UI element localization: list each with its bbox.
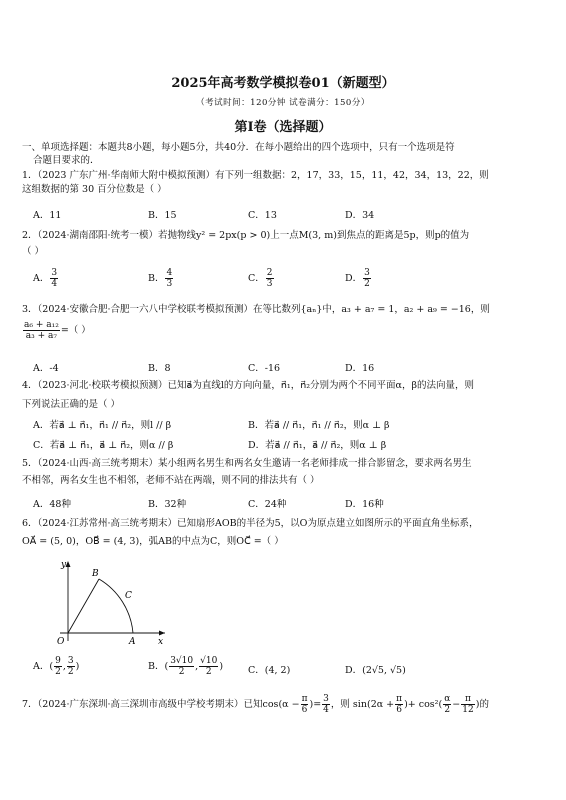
exam-subtitle: （考试时间：120分钟 试卷满分：150分）: [196, 98, 370, 108]
q1-option-c: C．13: [248, 210, 277, 221]
q1-line1: 1．（2023 广东广州·华南师大附中模拟预测）有下列一组数据：2，17，33，15，11，42，34，13，22，则: [22, 170, 489, 181]
q2-option-a-label: A．: [33, 273, 50, 284]
q7-text-b: α −: [282, 699, 300, 710]
q6-option-b-paren-close: ): [219, 661, 224, 672]
q7-frac3: [395, 694, 403, 715]
q4-line2: 下列说法正确的是（ ）: [22, 399, 121, 410]
q4-line1: 4．（2023·河北·校联考模拟预测）已知a⃗为直线l的方向向量，n⃗₁，n⃗₂分别为两个不同平面α，β的法向量，则: [22, 380, 474, 391]
q6-option-a-frac2-num: 3: [67, 656, 74, 666]
segment-ob: [68, 579, 99, 633]
q6-option-b-frac1-num: 3√10: [170, 656, 194, 666]
q1-option-a: A．11: [33, 210, 62, 221]
label-b: B: [92, 569, 99, 579]
q7-frac5-num: π: [461, 694, 474, 705]
q7-frac5-den: 12: [462, 705, 474, 715]
label-x: x: [158, 637, 164, 645]
q6-option-b-frac2: [199, 656, 218, 677]
q7-text-a: 7．（2024·广东深圳·高三深圳市高级中学校考期末）已知cos: [22, 699, 279, 710]
q6-option-a-frac1-num: 9: [55, 656, 61, 666]
q2-option-d: [345, 268, 372, 289]
q5-option-b: B．32种: [148, 499, 187, 510]
q3-line1: 3．（2024·安徽合肥·合肥一六八中学校联考模拟预测）在等比数列{aₙ}中，a₃ + a₇ = 1，a₂ + a₉ = −16，则: [22, 304, 490, 315]
q6-option-a: A．( $\frac{9}{2}$ , $\frac{3}{2}$ ): [33, 656, 80, 677]
q4-option-a: A．若a⃗ ⊥ n⃗₁，n⃗₁ // n⃗₂，则l // β: [33, 420, 172, 431]
q6-option-b-frac2-den: 2: [205, 667, 212, 677]
q6-option-a-label: A．: [33, 661, 50, 672]
q2-option-d-den: 2: [364, 279, 370, 289]
q4-option-b: B．若a⃗ // n⃗₁，n⃗₁ // n⃗₂，则α ⊥ β: [248, 420, 390, 431]
q2-option-b-fraction: [165, 268, 173, 289]
q5-line1: 5．（2024·山西·高三统考期末）某小组两名男生和两名女生邀请一名老师排成一排合影留念，要求两名男生: [22, 458, 472, 469]
q2-option-a-fraction: [50, 268, 58, 289]
q7-frac3-num: π: [396, 694, 403, 704]
q6-option-b: B．( $\frac{3√10}{2}$ , $\frac{√10}{2}$ ): [148, 656, 224, 677]
q6-option-a-frac2: [67, 656, 75, 677]
q7-frac4-num: α: [444, 694, 451, 704]
q5-option-a: A．48种: [33, 499, 71, 510]
q3-fraction-num: a₆ + a₁₂: [24, 320, 59, 330]
q2-option-b: [148, 268, 174, 289]
q7-paren1-close: ): [309, 699, 314, 710]
exam-title: 2025年高考数学模拟卷01（新题型）: [171, 76, 395, 91]
q2-option-b-den: 3: [166, 279, 173, 289]
q7-text-f: + cos²: [407, 699, 439, 710]
q6-option-c: C．(4, 2): [248, 665, 291, 676]
q3-line2: [22, 320, 91, 341]
q2-option-a: [33, 268, 59, 289]
q7-paren3-open: (: [438, 699, 443, 710]
q2-option-b-num: 4: [166, 268, 173, 278]
q7-frac2-den: 4: [323, 705, 329, 715]
q7-frac2: [322, 694, 330, 715]
q2-option-c-label: C．: [248, 273, 265, 284]
label-c: C: [125, 591, 132, 601]
q2-line2: （ ）: [22, 246, 45, 257]
x-axis-arrow-icon: [159, 631, 165, 636]
q6-option-a-frac2-den: 2: [67, 667, 74, 677]
label-a: A: [129, 637, 136, 645]
q2-option-b-label: B．: [148, 273, 165, 284]
q2-option-d-fraction: [363, 268, 371, 289]
y-axis-arrow-icon: [66, 561, 71, 567]
section-intro-line1: 一、单项选择题：本题共8小题，每小题5分，共40分．在每小题给出的四个选项中，只有一个选项是符: [22, 142, 455, 153]
q7-text-g: −: [452, 699, 461, 710]
part-heading: 第I卷（选择题）: [234, 120, 332, 135]
q7-text-h: 的: [479, 699, 489, 710]
q7-frac4: [443, 694, 451, 715]
q1-option-d: D．34: [345, 210, 375, 221]
q7-text-d: ，则 sin: [330, 699, 367, 710]
q2-option-c-den: 3: [266, 279, 273, 289]
q6-option-b-paren-open: (: [164, 661, 169, 672]
q6-option-a-paren-close: ): [75, 661, 80, 672]
q2-option-c-fraction: [266, 268, 274, 289]
q5-line2: 不相邻，两名女生也不相邻，老师不站在两端，则不同的排法共有（ ）: [22, 475, 320, 486]
q2-line1: 2．（2024·湖南邵阳·统考一模）若抛物线y² = 2px(p > 0)上一点M(3, m)到焦点的距离是5p，则p的值为: [22, 230, 470, 241]
q2-option-c-num: 2: [266, 268, 273, 278]
q6-option-b-label: B．: [148, 661, 165, 672]
q4-option-d: D．若a⃗ // n⃗₁，a⃗ // n⃗₂，则α ⊥ β: [248, 440, 387, 451]
q6-option-a-paren-open: (: [49, 661, 54, 672]
q4-option-c: C．若a⃗ ⊥ n⃗₁，a⃗ ⊥ n⃗₂，则α // β: [33, 440, 174, 451]
sector-figure: [40, 555, 170, 645]
q5-option-d: D．16种: [345, 499, 384, 510]
q7-text-e: 2α +: [370, 699, 395, 710]
section-intro-line2: 合题目要求的．: [33, 155, 100, 166]
q7-text-c: =: [313, 699, 322, 710]
q1-line2: 这组数据的第 30 百分位数是（ ）: [22, 184, 167, 195]
q6-option-a-frac1: [54, 656, 62, 677]
q2-option-c: [248, 268, 275, 289]
q2-option-a-den: 4: [51, 279, 58, 289]
q6-option-b-frac1: [169, 656, 194, 677]
q7-frac1: [301, 694, 309, 715]
arc-ab: [99, 579, 133, 633]
q7-frac3-den: 6: [396, 705, 402, 715]
q2-option-d-num: 3: [364, 268, 370, 278]
q7-paren3-close: ): [475, 699, 480, 710]
q7-frac4-den: 2: [444, 705, 451, 715]
q6-line1: 6．（2024·江苏常州·高三统考期末）已知扇形AOB的半径为5，以O为原点建立如图所示的平面直角坐标系，: [22, 518, 479, 529]
label-y: y: [61, 560, 67, 570]
q6-option-b-frac1-den: 2: [178, 667, 185, 677]
q3-option-d: D．16: [345, 363, 375, 374]
q6-option-d: D．(2√5, √5): [345, 665, 406, 676]
q7-frac2-num: 3: [323, 694, 329, 704]
q7-frac1-num: π: [301, 694, 308, 704]
q1-option-b: B．15: [148, 210, 177, 221]
q3-option-a: A．-4: [33, 363, 59, 374]
q3-fraction-den: a₃ + a₇: [25, 331, 58, 341]
label-o: O: [57, 637, 65, 645]
q3-option-c: C．-16: [248, 363, 281, 374]
q2-option-d-label: D．: [345, 273, 363, 284]
q3-option-b: B．8: [148, 363, 171, 374]
q5-option-c: C．24种: [248, 499, 287, 510]
q6-line2: OA⃗ = (5, 0)，OB⃗ = (4, 3)，弧AB的中点为C，则OC⃗ =（ ）: [22, 536, 284, 547]
q3-fraction: [23, 320, 60, 341]
q7-frac1-den: 6: [301, 705, 308, 715]
q2-option-a-num: 3: [51, 268, 58, 278]
q3-line2-tail: =（ ）: [60, 325, 91, 336]
q6-option-a-frac1-den: 2: [55, 667, 61, 677]
q6-option-b-frac2-num: √10: [200, 656, 218, 666]
q7-paren1-open: (: [278, 699, 283, 710]
q7-frac5: [461, 694, 474, 715]
q7-line1: [22, 694, 489, 715]
q7-paren2-close: ): [404, 699, 408, 710]
q7-paren2-open: (: [366, 699, 371, 710]
